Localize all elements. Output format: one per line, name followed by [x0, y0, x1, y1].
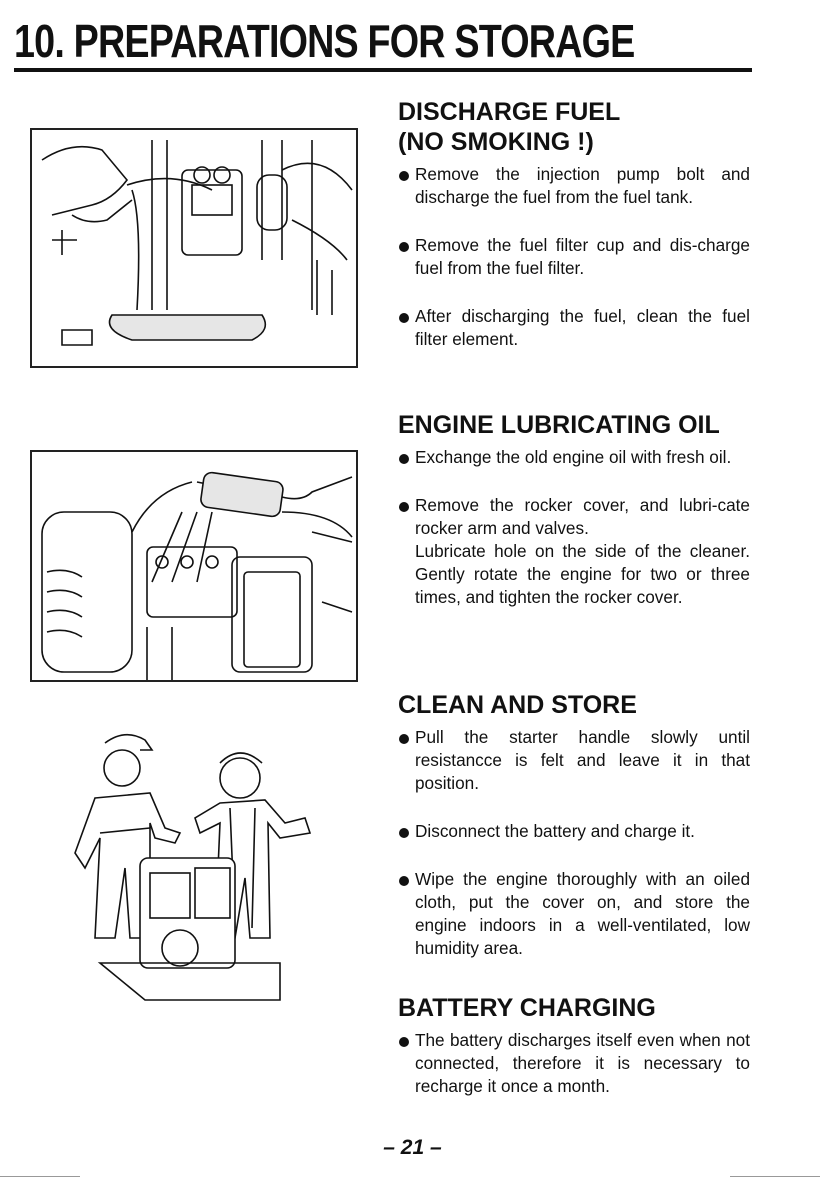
bullet-list [398, 446, 750, 609]
section-discharge-fuel [398, 97, 750, 376]
list-item-continuation: Lubricate hole on the side of the cleaner. Gently rotate the engine for two or three times, and tighten the rocker cover. [415, 541, 750, 607]
footer-rule-left [0, 1176, 80, 1177]
list-item [398, 494, 750, 609]
section-heading: ENGINE LUBRICATING OIL [398, 411, 720, 439]
list-item: After discharging the fuel, clean the fuel filter element. [398, 305, 750, 351]
list-item: Disconnect the battery and charge it. [398, 820, 750, 843]
list-item-text: Remove the rocker cover, and lubri-cate rocker arm and valves. [415, 495, 750, 538]
section-engine-lubricating-oil [398, 410, 750, 609]
list-item: Exchange the old engine oil with fresh oil. [398, 446, 750, 469]
heading-line-2: (NO SMOKING !) [398, 128, 594, 156]
list-item: Remove the injection pump bolt and discharge the fuel from the fuel tank. [398, 163, 750, 209]
bullet-list [398, 163, 750, 351]
list-item: Pull the starter handle slowly until resistancce is felt and leave it in that position. [398, 726, 750, 795]
clean-and-store-drawing [70, 728, 330, 1008]
fuel-discharge-illustration [30, 128, 358, 368]
section-heading [398, 97, 750, 157]
oil-lubrication-drawing [32, 452, 356, 680]
fuel-discharge-drawing [32, 130, 356, 366]
bullet-list [398, 1029, 750, 1098]
list-item: Wipe the engine thoroughly with an oiled cloth, put the cover on, and store the engine indoors in a well-ventilated, low humidity area. [398, 868, 750, 960]
page-title: 10. PREPARATIONS FOR STORAGE [14, 15, 635, 67]
heading-line-1: DISCHARGE FUEL [398, 98, 621, 126]
clean-and-store-illustration [70, 728, 330, 1008]
footer-rule-right [730, 1176, 820, 1177]
section-heading: CLEAN AND STORE [398, 691, 637, 719]
bullet-list [398, 726, 750, 960]
oil-lubrication-illustration [30, 450, 358, 682]
page-number: – 21 – [383, 1136, 442, 1159]
list-item: The battery discharges itself even when not connected, therefore it is necessary to recharge it once a month. [398, 1029, 750, 1098]
title-rule [14, 68, 752, 72]
list-item: Remove the fuel filter cup and dis-charge fuel from the fuel filter. [398, 234, 750, 280]
section-battery-charging [398, 993, 750, 1123]
section-heading: BATTERY CHARGING [398, 994, 656, 1022]
section-clean-and-store [398, 690, 750, 985]
